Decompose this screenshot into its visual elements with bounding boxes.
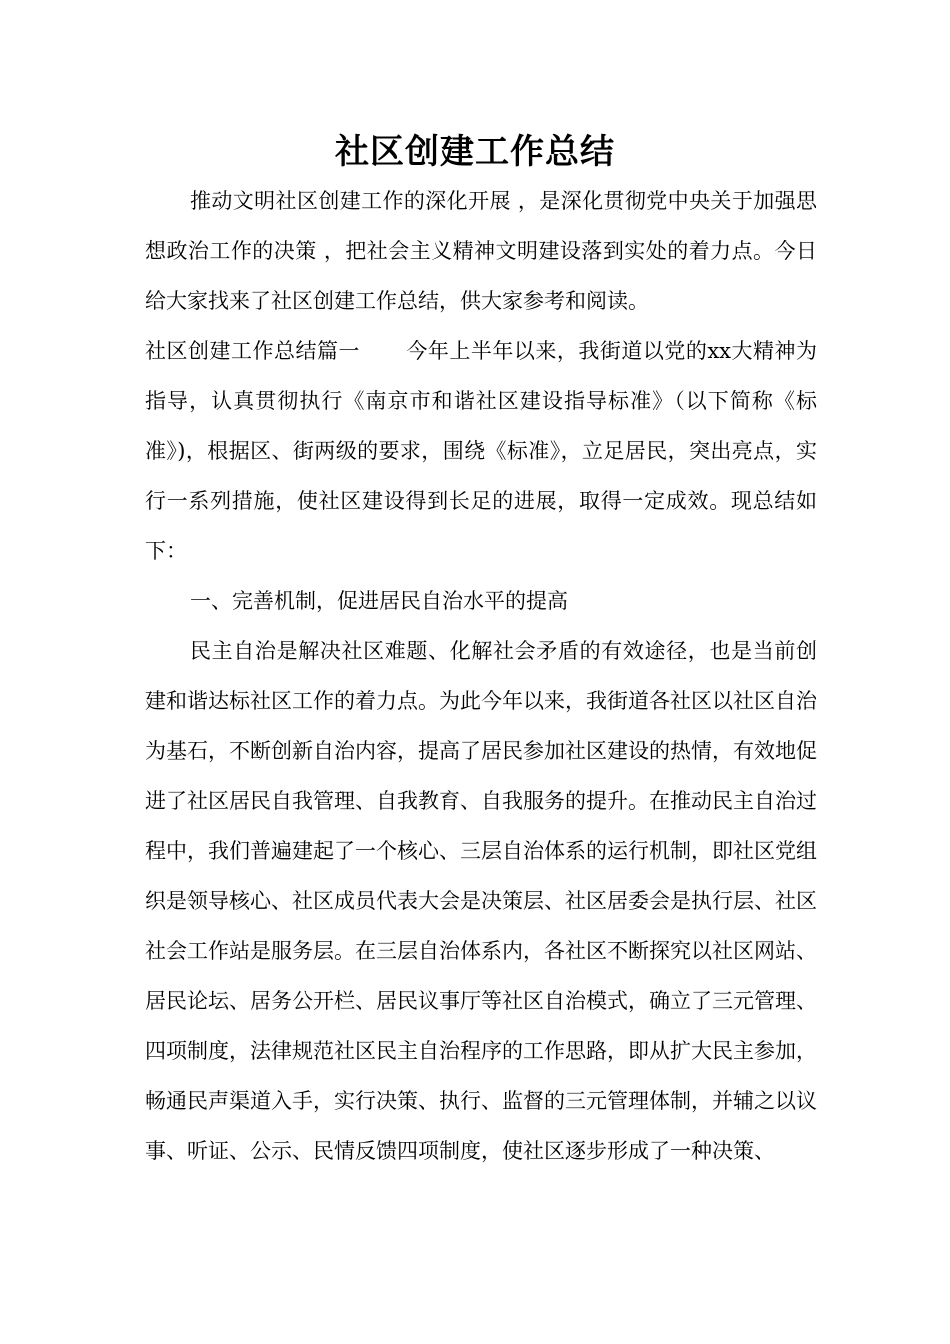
intro-paragraph: 推动文明社区创建工作的深化开展 ，是深化贯彻党中央关于加强思想政治工作的决策 ，把社会主义精神文明建设落到实处的着力点。今日给大家找来了社区创建工作总结，供大家参考和阅读。 xyxy=(145,189,817,313)
section-heading: 一、完善机制，促进居民自治水平的提高 xyxy=(190,589,568,613)
document-body xyxy=(145,176,817,1176)
section-paragraph xyxy=(145,326,817,576)
document-title: 社区创建工作总结 xyxy=(335,132,615,172)
section-label: 社区创建工作总结篇一 xyxy=(145,339,360,363)
section-text: 今年上半年以来，我街道以党的xx大精神为指导，认真贯彻执行《南京市和谐社区建设指导标准》（以下简称《标准》)，根据区、街两级的要求，围绕《标准》，立足居民，突出亮点，实行一系列措施，使社区建设得到长足的进展，取得一定成效。现总结如下： xyxy=(145,339,817,563)
body-paragraph: 民主自治是解决社区难题、化解社会矛盾的有效途径，也是当前创建和谐达标社区工作的着力点。为此今年以来，我街道各社区以社区自治为基石，不断创新自治内容，提高了居民参加社区建设的热情，有效地促进了社区居民自我管理、自我教育、自我服务的提升。在推动民主自治过程中，我们普遍建起了一个核心、三层自治体系的运行机制，即社区党组织是领导核心、社区成员代表大会是决策层、社区居委会是执行层、社区社会工作站是服务层。在三层自治体系内，各社区不断探究以社区网站、居民论坛、居务公开栏、居民议事厅等社区自治模式，确立了三元管理、四项制度，法律规范社区民主自治程序的工作思路，即从扩大民主参加，畅通民声渠道入手，实行决策、执行、监督的三元管理体制，并辅之以议事、听证、公示、民情反馈四项制度，使社区逐步形成了一种决策、 xyxy=(145,639,817,1163)
